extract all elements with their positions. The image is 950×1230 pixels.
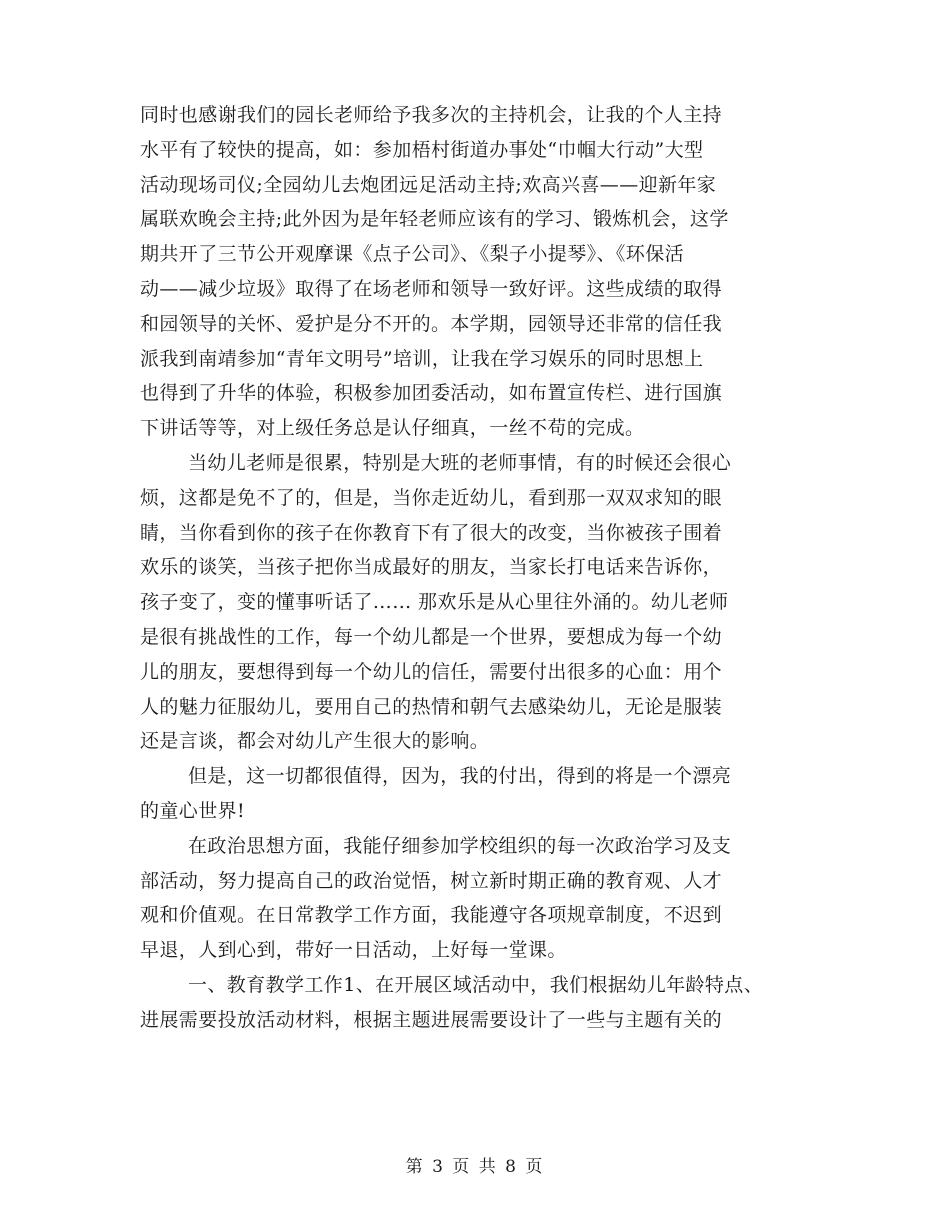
text-line: 同时也感谢我们的园长老师给予我多次的主持机会，让我的个人主持 [140,104,723,126]
text-line: 期共开了三节公开观摩课《点子公司》、《梨子小提琴》、《环保活 [140,243,685,266]
text-line: 烦，这都是免不了的，但是，当你走近幼儿，看到那一双双求知的眼 [140,486,723,509]
text-line: 活动现场司仪;全园幼儿去炮团远足活动主持;欢高兴喜——迎新年家 [140,173,717,196]
text-line: 孩子变了，变的懂事听话了…… 那欢乐是从心里往外涌的。幼儿老师 [140,591,729,614]
text-line: 水平有了较快的提高，如：参加梧村街道办事处“巾帼大行动”大型 [140,138,704,161]
text-line: 在政治思想方面，我能仔细参加学校组织的每一次政治学习及支 [188,834,732,857]
text-line: 一、教育教学工作1、在开展区域活动中，我们根据幼儿年龄特点、 [188,973,764,996]
text-line: 的童心世界! [140,799,246,822]
text-line: 早退，人到心到，带好一日活动，上好每一堂课。 [140,939,567,962]
text-line: 也得到了升华的体验，积极参加团委活动，如布置宣传栏、进行国旗 [140,382,723,405]
page-footer: 第 3 页 共 8 页 [405,1157,545,1177]
text-line: 部活动，努力提高自己的政治觉悟，树立新时期正确的教育观、人才 [140,869,723,892]
text-line: 进展需要投放活动材料，根据主题进展需要设计了一些与主题有关的 [140,1008,723,1031]
text-line: 还是言谈，都会对幼儿产生很大的影响。 [140,730,490,753]
text-line: 派我到南靖参加“青年文明号”培训，让我在学习娱乐的同时思想上 [140,347,704,370]
text-line: 儿的朋友，要想得到每一个幼儿的信任，需要付出很多的心血：用个 [140,660,723,683]
body-text [140,98,820,1038]
text-line: 睛，当你看到你的孩子在你教育下有了很大的改变，当你被孩子围着 [140,521,723,544]
text-line: 观和价值观。在日常教学工作方面，我能遵守各项规章制度，不迟到 [140,904,723,927]
text-line: 下讲话等等，对上级任务总是认仔细真，一丝不苟的完成。 [140,417,645,440]
text-line: 动——减少垃圾》取得了在场老师和领导一致好评。这些成绩的取得 [140,277,723,300]
text-line: 和园领导的关怀、爱护是分不开的。本学期，园领导还非常的信任我 [140,312,723,335]
text-line: 人的魅力征服幼儿，要用自己的热情和朝气去感染幼儿，无论是服装 [140,695,723,718]
text-line: 欢乐的谈笑，当孩子把你当成最好的朋友，当家长打电话来告诉你， [140,556,723,579]
text-line: 属联欢晚会主持;此外因为是年轻老师应该有的学习、锻炼机会，这学 [140,208,729,231]
text-line: 但是，这一切都很值得，因为，我的付出，得到的将是一个漂亮 [188,765,732,788]
text-line: 当幼儿老师是很累，特别是大班的老师事情，有的时候还会很心 [188,451,732,474]
text-line: 是很有挑战性的工作，每一个幼儿都是一个世界，要想成为每一个幼 [140,625,723,648]
